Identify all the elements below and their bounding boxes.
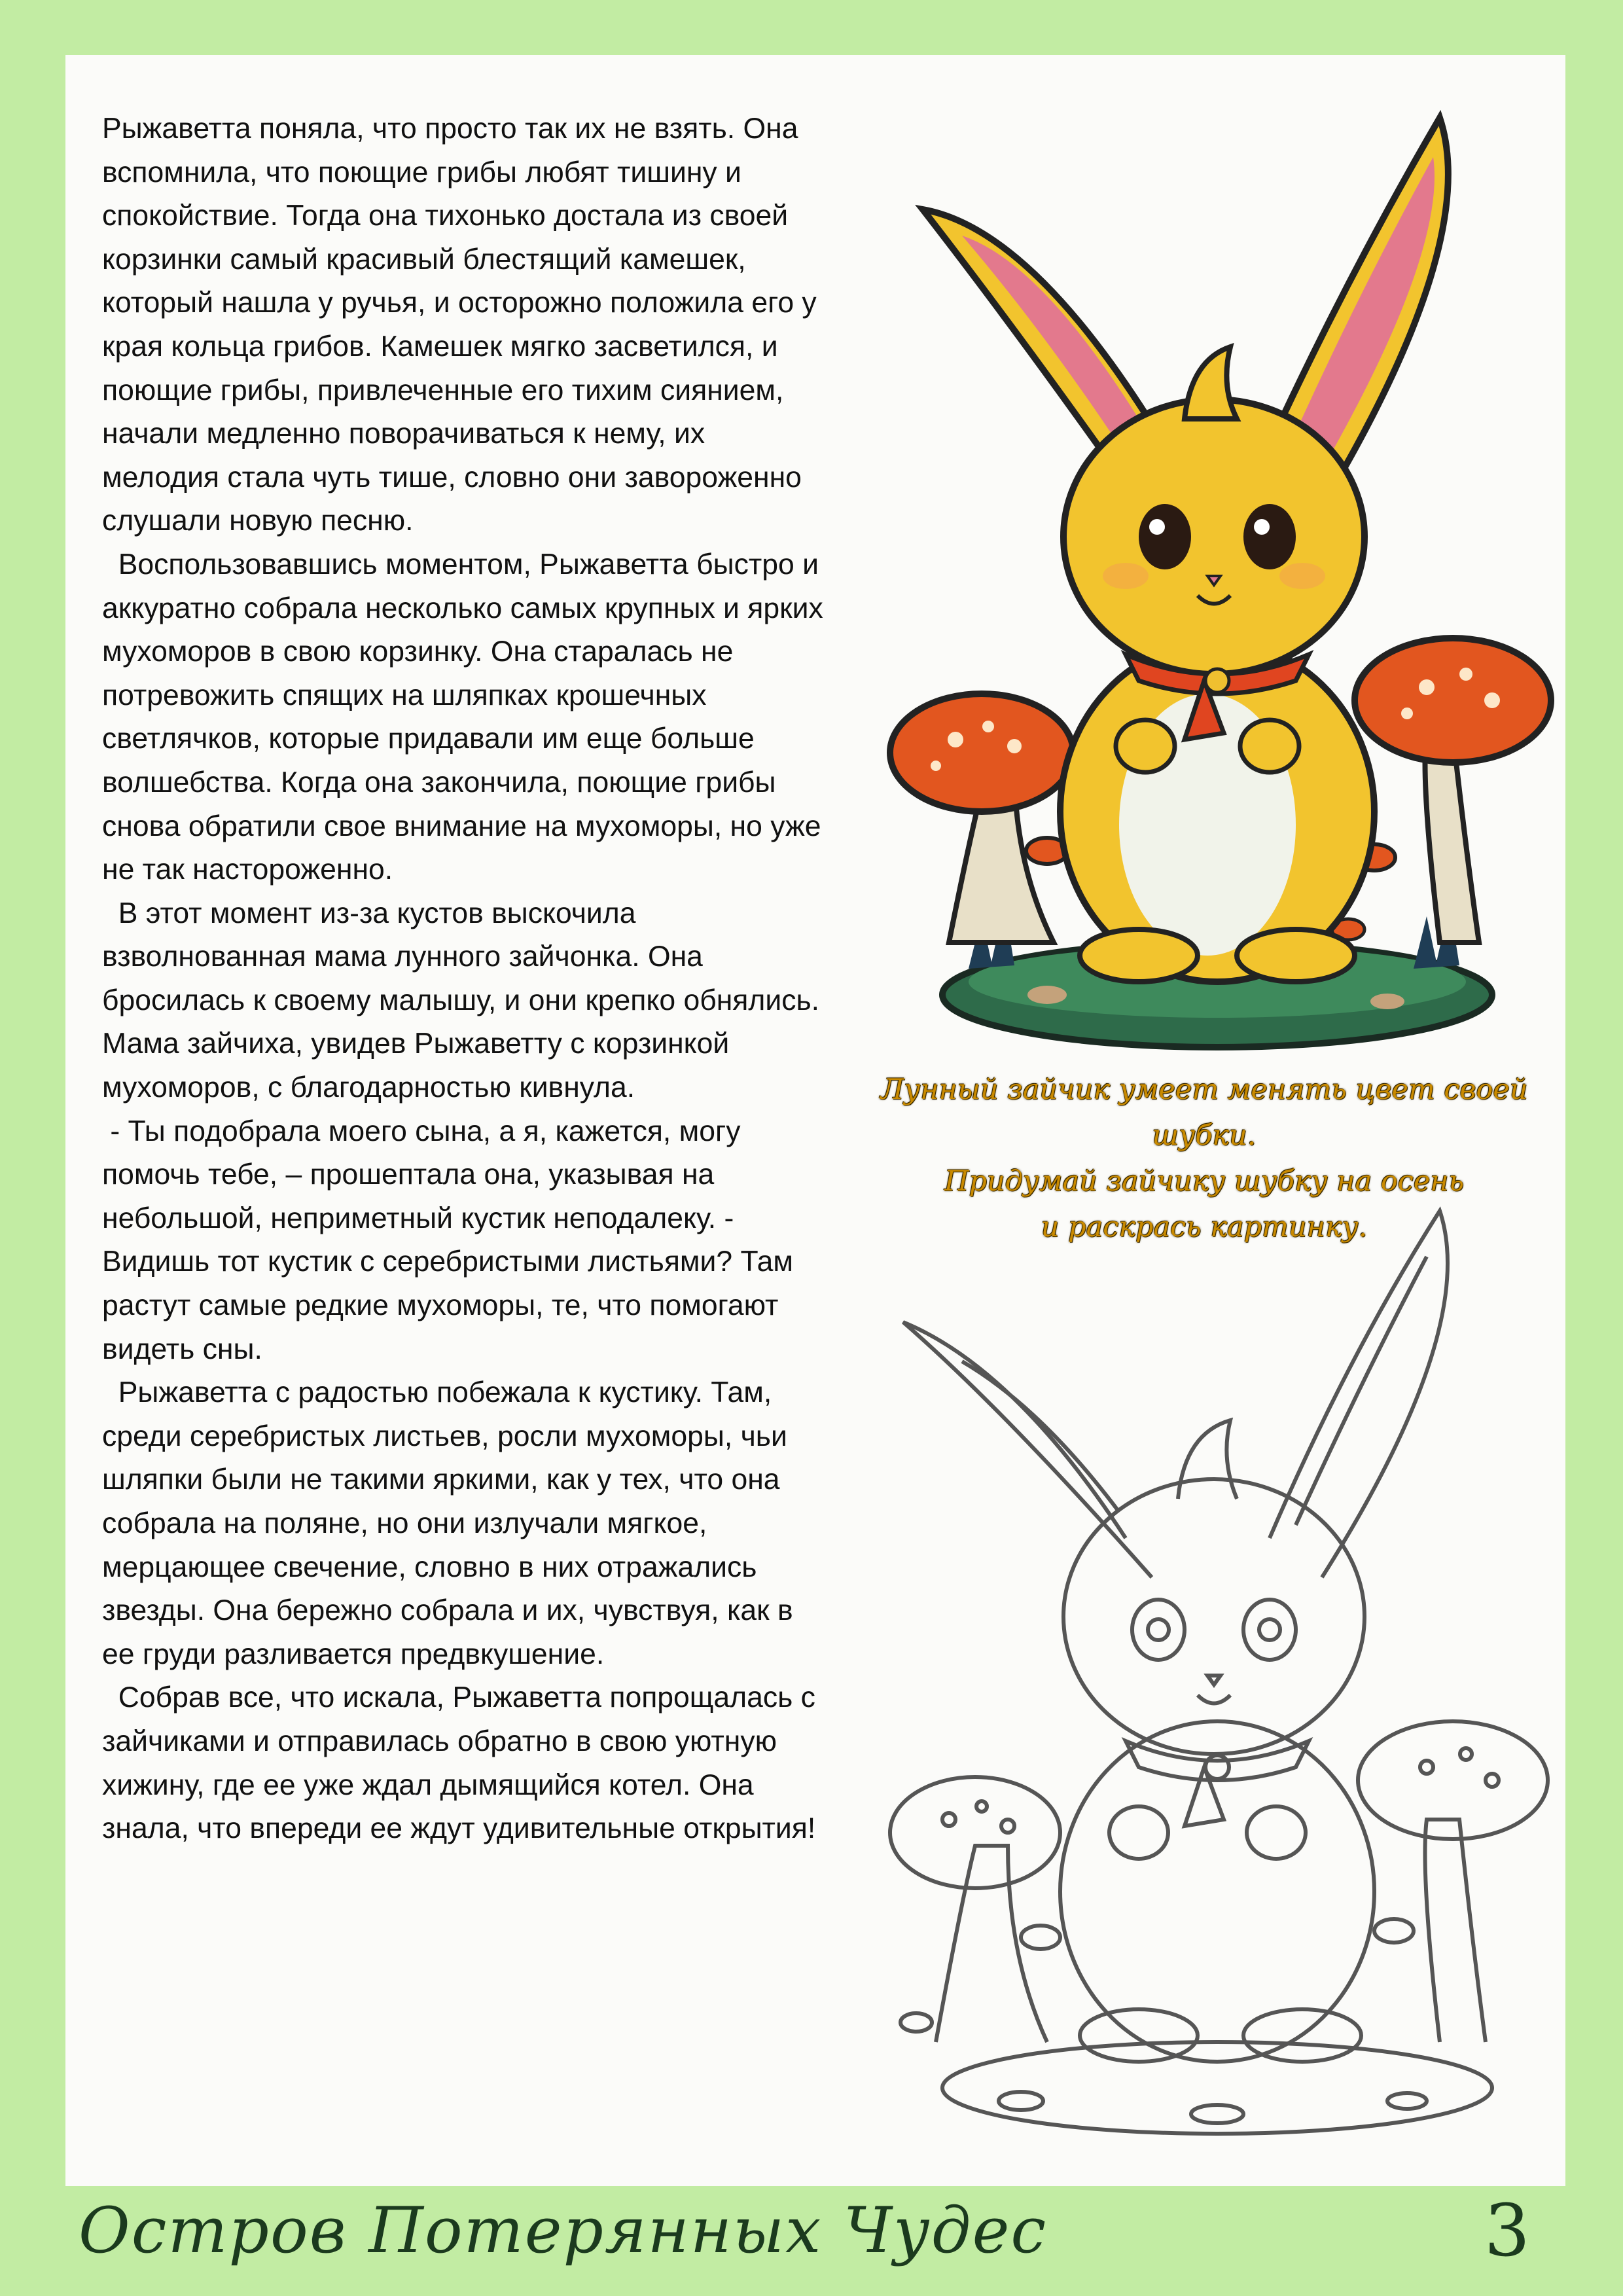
story-text bbox=[102, 107, 832, 1851]
book-title: Остров Потерянных Чудес bbox=[79, 2194, 1048, 2267]
lineart-bunny-illustration bbox=[851, 1172, 1558, 2173]
caption-line: и раскрась картинку. bbox=[1041, 1211, 1368, 1244]
story-paragraph: Собрав все, что искала, Рыжаветта попрощалась с зайчиками и отправилась обратно в свою уютную хижину, где ее уже ждал дымящийся котел. Она знала, что впереди ее ждут удивительные открытия! bbox=[102, 1681, 824, 1845]
story-paragraph: Воспользовавшись моментом, Рыжаветта быстро и аккуратно собрала несколько самых крупных и ярких мухоморов в свою корзинку. Она старалась не потревожить спящих на шляпках крошечных светлячков, которые придавали им еще больше волшебства. Когда она закончила, поющие грибы снова обратили свое внимание на мухоморы, но уже не так настороженно. bbox=[102, 548, 832, 886]
caption-line: Лунный зайчик умеет менять цвет своей шубки. bbox=[880, 1073, 1528, 1152]
story-paragraph: Рыжаветта поняла, что просто так их не взять. Она вспомнила, что поющие грибы любят тишину и спокойствие. Тогда она тихонько достала из своей корзинки самый красивый блестящий камешек, который нашла у ручья, и осторожно положила его у края кольца грибов. Камешек мягко засветился, и поющие грибы, привлеченные его тихим сиянием, начали медленно поворачиваться к нему, их мелодия стала чуть тише, словно они завороженно слушали новую песню. bbox=[102, 113, 825, 537]
story-paragraph: В этот момент из-за кустов выскочила взволнованная мама лунного зайчонка. Она бросилась к своему малышу, и они крепко обнялись. Мама зайчиха, увидев Рыжаветту с корзинкой мухоморов, с благодарностью кивнула. bbox=[102, 897, 828, 1104]
page-number: 3 bbox=[1484, 2189, 1530, 2272]
caption-line: Придумай зайчику шубку на осень bbox=[944, 1165, 1465, 1198]
story-paragraph: Рыжаветта с радостью побежала к кустику. Там, среди серебристых листьев, росли мухоморы, чьи шляпки были не такими яркими, как у тех, что она собрала на поляне, но они излучали мягкое, мерцающее свечение, словно в них отражались звезды. Она бережно собрала и их, чувствуя, как в ее груди разливается предвкушение. bbox=[102, 1376, 802, 1670]
colored-bunny-illustration bbox=[851, 79, 1558, 1073]
story-paragraph: - Ты подобрала моего сына, а я, кажется, могу помочь тебе, – прошептала она, указывая на небольшой, неприметный кустик неподалеку. - Видишь тот кустик с серебристыми листьями? Там растут самые редкие мухоморы, те, что помогают видеть сны. bbox=[102, 1115, 802, 1365]
